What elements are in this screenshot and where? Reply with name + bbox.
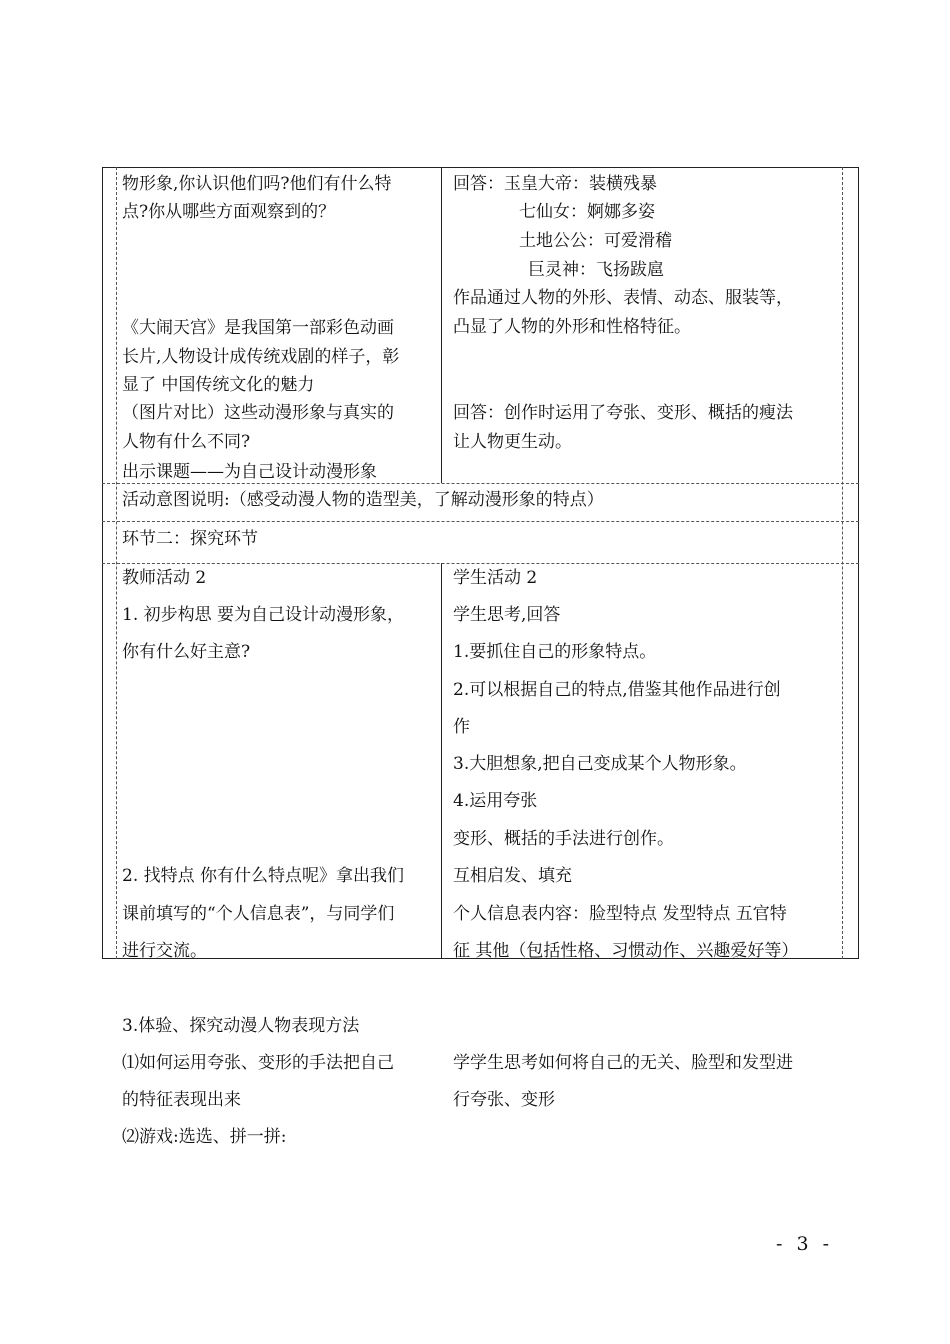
student-line12: 行夸张、变形 bbox=[453, 1090, 555, 1110]
row1-right-line4: 巨灵神：飞扬跋扈 bbox=[528, 260, 664, 280]
column-divider-top bbox=[441, 167, 442, 483]
teacher-line1: 1. 初步构思 要为自己设计动漫形象， bbox=[122, 605, 405, 625]
row1-right-line1: 回答：玉皇大帝：装横残暴 bbox=[453, 174, 657, 194]
student-line8: 互相启发、填充 bbox=[453, 866, 572, 886]
student-header: 学生活动 2 bbox=[453, 568, 538, 588]
row1-right-line2: 七仙女：婀娜多姿 bbox=[519, 202, 655, 222]
row1-left-line3: 《大闹天宫》是我国第一部彩色动画 bbox=[122, 318, 394, 338]
student-line10: 征 其他（包括性格、习惯动作、兴趣爱好等） bbox=[453, 941, 799, 961]
student-line6: 4.运用夸张 bbox=[453, 791, 538, 811]
row1-right-line6: 凸显了人物的外形和性格特征。 bbox=[453, 317, 691, 337]
table-border-top bbox=[102, 167, 859, 168]
page-number: - 3 - bbox=[776, 1233, 834, 1255]
teacher-line5: 进行交流。 bbox=[122, 941, 207, 961]
teacher-line7: ⑴如何运用夸张、变形的手法把自己 bbox=[122, 1053, 394, 1073]
row1-left-line5: 显了 中国传统文化的魅力 bbox=[122, 375, 315, 395]
teacher-line9: ⑵游戏:选选、拼一拼: bbox=[122, 1127, 287, 1147]
row1-left-line1: 物形象,你认识他们吗?他们有什么特 bbox=[122, 174, 392, 194]
row1-left-line8: 出示课题——为自己设计动漫形象 bbox=[122, 462, 377, 482]
student-line9: 个人信息表内容：脸型特点 发型特点 五官特 bbox=[453, 904, 787, 924]
row1-left-line6: （图片对比）这些动漫形象与真实的 bbox=[122, 403, 394, 423]
row1-right-line3: 土地公公：可爱滑稽 bbox=[519, 231, 672, 251]
student-line4: 作 bbox=[453, 717, 470, 737]
row1-left-line4: 长片,人物设计成传统戏剧的样子，彰 bbox=[122, 347, 400, 367]
row1-right-line8: 让人物更生动。 bbox=[453, 432, 572, 452]
row-separator-2 bbox=[102, 521, 859, 522]
column-divider-bottom bbox=[441, 563, 442, 959]
teacher-line8: 的特征表现出来 bbox=[122, 1090, 241, 1110]
teacher-line3: 2. 找特点 你有什么特点呢》拿出我们 bbox=[122, 866, 405, 886]
intent-text: 活动意图说明:（感受动漫人物的造型美，了解动漫形象的特点） bbox=[122, 490, 604, 510]
teacher-header: 教师活动 2 bbox=[122, 568, 207, 588]
student-line11: 学学生思考如何将自己的无关、脸型和发型进 bbox=[453, 1053, 793, 1073]
student-line2: 1.要抓住自己的形象特点。 bbox=[453, 642, 657, 662]
row1-right-line7: 回答：创作时运用了夸张、变形、概括的瘦法 bbox=[453, 403, 793, 423]
student-line1: 学生思考,回答 bbox=[453, 605, 561, 625]
student-line5: 3.大胆想象,把自己变成某个人物形象。 bbox=[453, 754, 747, 774]
section-title: 环节二：探究环节 bbox=[122, 529, 258, 549]
teacher-line2: 你有什么好主意? bbox=[122, 642, 251, 662]
row1-left-line2: 点?你从哪些方面观察到的？ bbox=[122, 202, 336, 222]
row1-right-line5: 作品通过人物的外形、表情、动态、服装等， bbox=[453, 288, 793, 308]
teacher-line6: 3.体验、探究动漫人物表现方法 bbox=[122, 1016, 360, 1036]
student-line3: 2.可以根据自己的特点,借鉴其他作品进行创 bbox=[453, 680, 781, 700]
row1-left-line7: 人物有什么不同? bbox=[122, 432, 251, 452]
student-line7: 变形、概括的手法进行创作。 bbox=[453, 829, 674, 849]
teacher-line4: 课前填写的“个人信息表”，与同学们 bbox=[122, 904, 395, 924]
